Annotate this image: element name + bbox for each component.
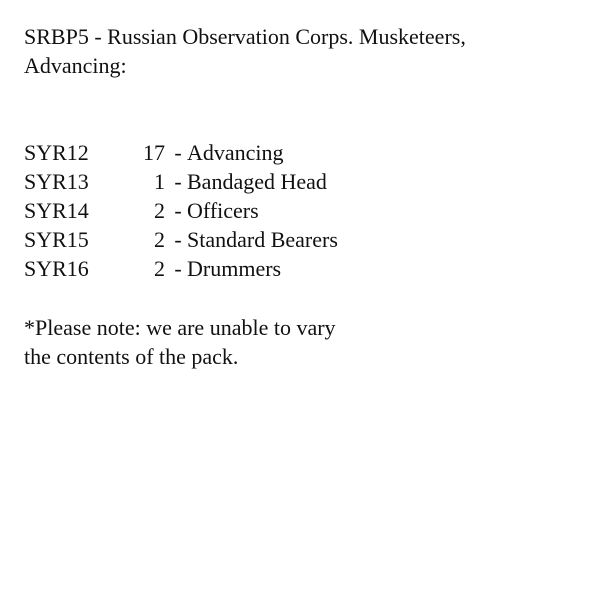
item-separator: - bbox=[174, 256, 182, 281]
item-code: SYR12 bbox=[24, 140, 89, 165]
item-quantity: 2 bbox=[154, 198, 165, 223]
list-item bbox=[24, 167, 584, 196]
item-quantity: 17 bbox=[143, 140, 165, 165]
item-description: Drummers bbox=[187, 256, 282, 281]
item-separator: - bbox=[174, 198, 182, 223]
pack-contents-list bbox=[24, 138, 584, 283]
document bbox=[24, 22, 584, 371]
item-description: Bandaged Head bbox=[187, 169, 327, 194]
item-quantity: 1 bbox=[154, 169, 165, 194]
item-description: Standard Bearers bbox=[187, 227, 338, 252]
item-description: Officers bbox=[187, 198, 259, 223]
pack-note: *Please note: we are unable to vary the contents of the pack. bbox=[24, 315, 336, 369]
item-separator: - bbox=[174, 140, 182, 165]
item-code: SYR15 bbox=[24, 227, 89, 252]
list-item bbox=[24, 138, 584, 167]
item-code: SYR16 bbox=[24, 256, 89, 281]
item-separator: - bbox=[174, 227, 182, 252]
list-item bbox=[24, 254, 584, 283]
item-code: SYR13 bbox=[24, 169, 89, 194]
list-item bbox=[24, 196, 584, 225]
pack-title: SRBP5 - Russian Observation Corps. Musketeers, Advancing: bbox=[24, 24, 466, 78]
list-item bbox=[24, 225, 584, 254]
item-separator: - bbox=[174, 169, 182, 194]
item-code: SYR14 bbox=[24, 198, 89, 223]
item-quantity: 2 bbox=[154, 256, 165, 281]
item-description: Advancing bbox=[187, 140, 284, 165]
item-quantity: 2 bbox=[154, 227, 165, 252]
